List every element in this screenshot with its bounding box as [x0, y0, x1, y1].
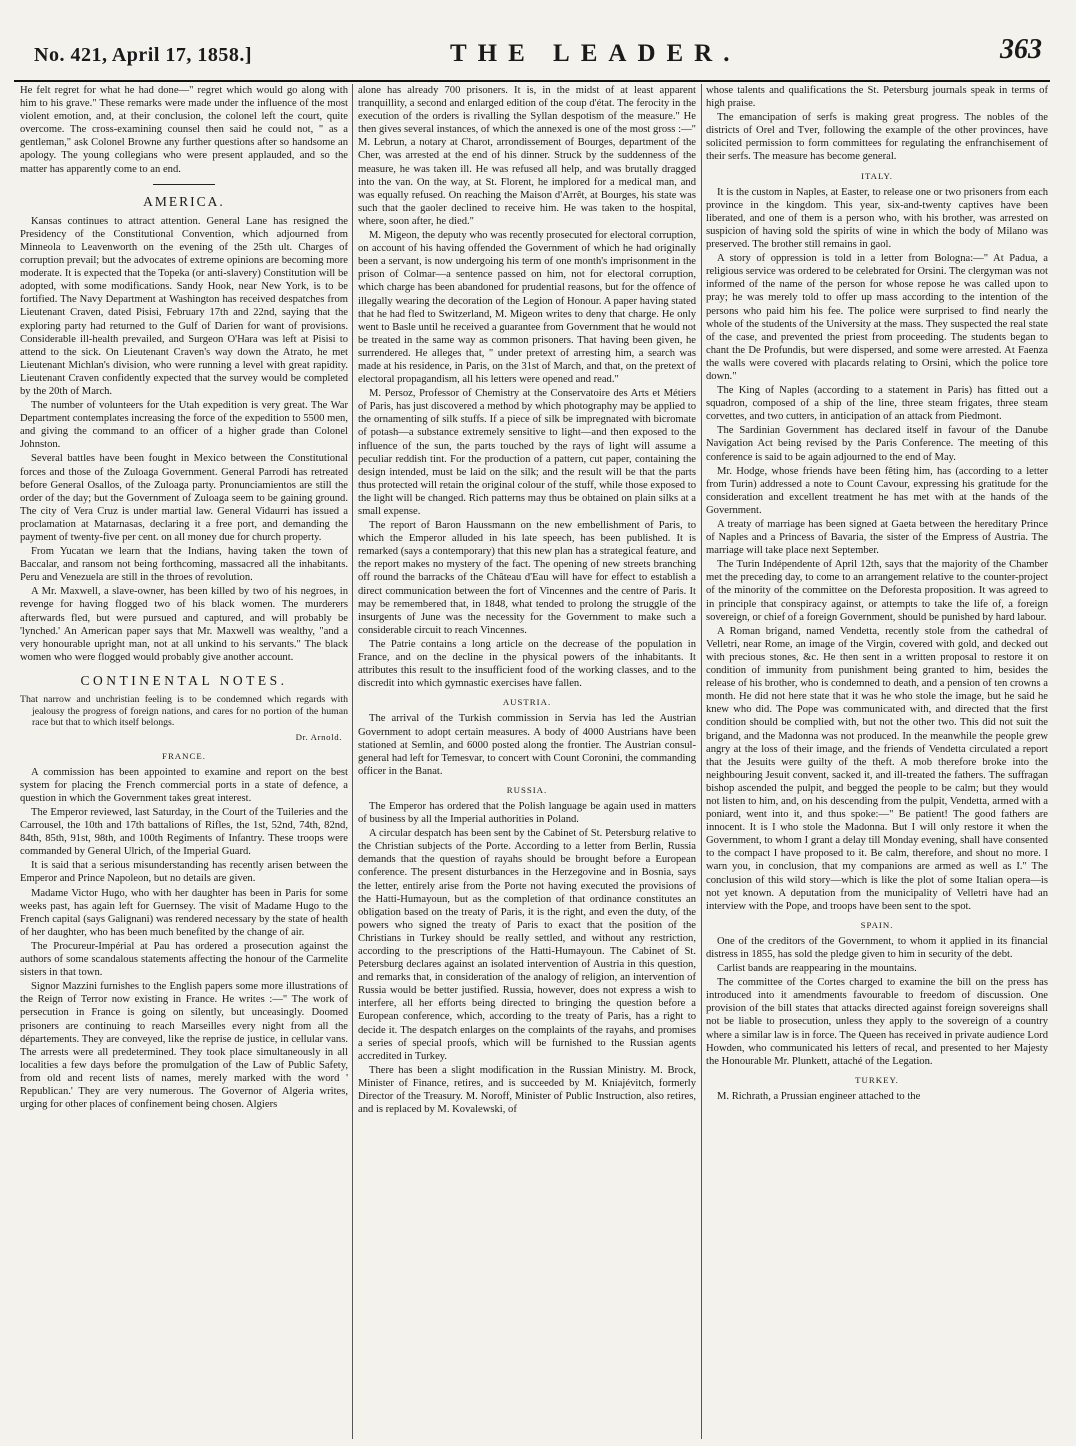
article-continuation: alone has already 700 prisoners. It is, in the midst of at least apparent tranquillity, a second and enlarged edition of the coup d'état. The ferocity in the execution of the orders is rivalling the Syllan despotism of the measure." He then gives several instances, of which the annexed is one of the most gross :—" M. Lebrun, a notary at Charot, arrondissement of Bourges, department of the Cher, was arrested at the end of his dinner. Struck by the suddenness of the measure, he was taken ill. He was refused all help, and was brutally dragged into the van. On the way, at St. Florent, he implored for a medical man, and was equally refused. On reaching the Maison d'Arrêt, at Bourges, his state was such that the gaoler declined to receive him. He was taken to the hospital, where, soon after, he died."	[358, 85, 696, 227]
article-continuation: whose talents and qualifications the St. Petersburg journals speak in terms of high praise.	[706, 85, 1048, 110]
article-paragraph: M. Richrath, a Prussian engineer attached to the	[717, 1090, 921, 1102]
article-paragraph: M. Persoz, Professor of Chemistry at the Conservatoire des Arts et Métiers of Paris, has just discovered a method by which photography may be applied to the ornamenting of silk stuffs. If a piece of silk be impregnated with bicromate of potash—a substance extremely sensitive to light—and then exposed to the influence of the sun, the parts touched by the rays of light will assume a peculiar reddish tint. For the production of a pattern, cut paper, containing the design intended, must be laid on the silk; and the result will be that the parts thus protected will retain the original colour of the stuff, while those exposed to the light will be changed. Rich patterns may thus be obtained on plain silks at a small expense.	[358, 388, 696, 517]
issue-date: No. 421, April 17, 1858.]	[34, 44, 253, 66]
article-paragraph: Carlist bands are reappearing in the mountains.	[717, 963, 917, 975]
article-paragraph: There has been a slight modification in the Russian Ministry. M. Brock, Minister of Finance, retires, and is succeeded by M. Kniajévitch, formerly Director of the Treasury. M. Noroff, Minister of Public Instruction, also retires, and is replaced by M. Kovalewski, of	[358, 1064, 696, 1116]
masthead	[14, 34, 1050, 82]
article-paragraph: The Emperor has ordered that the Polish language be again used in matters of business by all the Imperial authorities in Poland.	[358, 800, 696, 826]
subsection-title-italy: ITALY.	[861, 170, 893, 181]
article-paragraph: The Procureur-Impérial at Pau has ordered a prosecution against the authors of some scandalous statements affecting the honour of the Carmelite sisters in that town.	[20, 940, 348, 979]
column-3	[706, 84, 1048, 1439]
column-rule	[352, 84, 353, 1439]
section-divider	[153, 184, 215, 185]
column-rule	[701, 84, 702, 1439]
article-paragraph: The Emperor reviewed, last Saturday, in the Court of the Tuileries and the Carrousel, the 10th and 17th battalions of Rifles, the 1st, 52nd, 74th, 82nd, 84th, 85th, 91st, 98th, and 100th Regiments of Infantry. These troops were commanded by General Ulrich, of the Imperial Guard.	[20, 807, 348, 858]
newspaper-title: THE LEADER.	[450, 40, 741, 67]
article-paragraph: A circular despatch has been sent by the Cabinet of St. Petersburg relative to the Christian subjects of the Porte. According to a letter from Berlin, Russia demands that the question of rayahs should be brought before a European conference. The present disturbances in the Herzegovine and in Bosnia, says the letter, entirely arise from the Porte not having executed the provisions of the Hatti-Humayoun, but as the completion of that ordinance constitutes an obligation based on the treaty of Paris, it is the right, and even the duty, of the powers who signed the treaty of Paris to exact that the position of the Christians in Turkey should be really settled, and without any restriction, according to the prescriptions of the Hatti-Humayoun. The Cabinet of St. Petersburg declares against an isolated intervention of Austria in this question, and remarks that, in consideration of the analogy of religion, an intervention of Russia would be better justified. Russia, however, does not express a wish to interfere, all her efforts being directed to bringing the question before a European conference, which, according to the treaty of Paris, has a right to decide it. The despatch enlarges on the complaints of the rayahs, and promises a series of special proofs, which will be furnished to the Russian agents accredited in Turkey.	[358, 828, 696, 1062]
section-title-america: AMERICA.	[143, 193, 225, 209]
article-paragraph: The arrival of the Turkish commission in Servia has led the Austrian Government to adopt certain measures. A body of 4000 Austrians have been stationed at Semlin, and 6000 posted along the frontier. The Austrian consul-general had left for Temesvar, to concert with Count Coronini, the commanding officer in the Banat.	[358, 713, 696, 777]
article-paragraph: Kansas continues to attract attention. General Lane has resigned the Presidency of the Constitutional Convention, which adjourned from Minneola to Leavenworth on the evening of the 25th ult. Charges of corruption prevail; but the advocates of extreme opinions are becoming more moderate. It is expected that the Topeka (or anti-slavery) Constitution will be adopted, with some modifications. Sandy Hook, near New York, is to be fortified. The Navy Department at Washington has received despatches from Lieutenant Craven, dated Pisisi, February 17th and 22nd, saying that the exploring party had returned to the Gulf of Darien for want of provisions. Considerable ill-health prevailed, and Surgeon O'Hara was left at Pisisi to attend to the sick. On Lieutenant Craven's way down the Atrato, he met Lieutenant Michlan's division, who were running a level with great rapidity. Lieutenant Craven confidently expected that the survey would be completed by the 20th of March.	[20, 215, 348, 397]
article-continuation: He felt regret for what he had done—" regret which would go along with him to his grave." These remarks were made under the influence of the most violent emotion, and, at their conclusion, the colonel left the court, quite overcome. The cross-examining counsel then said he could not, " as a gentleman," ask Colonel Browne any further questions after so handsome an apology. The young collegians who were present applauded, and so the matter has apparently come to an end.	[20, 85, 348, 175]
article-paragraph: A Mr. Maxwell, a slave-owner, has been killed by two of his negroes, in revenge for having flogged two of his black women. The murderers afterwards fled, but were pursued and captured, and will probably be 'lynched.' An American paper says that Mr. Maxwell was wealthy, "and a very honourable upright man, not at all unkind to his servants." The black women who were flogged would probably give another account.	[20, 586, 348, 663]
column-2	[358, 84, 696, 1439]
article-paragraph: Mr. Hodge, whose friends have been fêting him, has (according to a letter from Turin) addressed a note to Count Cavour, expressing his gratitude for the consideration and excellent treatment he has met with at the hands of the Government.	[706, 465, 1048, 516]
subsection-title-austria: AUSTRIA.	[502, 697, 552, 708]
section-title-continental-notes: CONTINENTAL NOTES.	[80, 672, 288, 688]
article-paragraph: The number of volunteers for the Utah expedition is very great. The War Department contemplates increasing the force of the expedition to 5500 men, and giving the command to an officer of a higher grade than Colonel Johnston.	[20, 400, 348, 451]
article-paragraph: Madame Victor Hugo, who with her daughter has been in Paris for some weeks past, has again left for Guernsey. The visit of Madame Hugo to the French capital (says Galignani) was rendered necessary by the state of health of her daughter, who has been much benefited by the change of air.	[20, 887, 348, 938]
subsection-title-spain: SPAIN.	[860, 919, 894, 930]
subsection-title-russia: RUSSIA.	[506, 784, 548, 795]
epigraph-author: Dr. Arnold.	[295, 731, 342, 742]
article-paragraph: A story of oppression is told in a letter from Bologna:—" At Padua, a religious service was ordered to be celebrated for Orsini. The clergyman was not informed of the name of the person for whose repose he was called upon to pray; he was merely told to offer up mass according to the intention of the persons who paid him his fee. The police were surprised to find nearly the whole of the students of the University at the mass. They suspected the real state of the case, and prevented the priest from proceeding. The students began to chant the De Profundis, but were dispersed, and some were arrested. At Faenza the walls were covered with placards relating to Orsini, which the police tore down."	[706, 253, 1048, 382]
page-number: 363	[1000, 34, 1042, 65]
column-1	[20, 84, 348, 1439]
article-paragraph: The Turin Indépendente of April 12th, says that the majority of the Chamber met the preceding day, to come to an arrangement relative to the counter-project of the minority of the committee on the Deforesta proposition. It was agreed to in principle that conspiracy against, or attempts to take the life of, a foreign sovereign, or chief of a foreign Government, should be punished by hard labour.	[706, 559, 1048, 623]
article-paragraph: M. Migeon, the deputy who was recently prosecuted for electoral corruption, on account of his having offended the Government of which he had originally been a servant, is now undergoing his term of one month's imprisonment in the prison of Colmar—a sentence passed on him, not for electoral corruption, which charge has been abandoned for prudential reasons, but for the offence of illegally wearing the decoration of the Legion of Honour. A paper having stated that he had fled to Switzerland, M. Migeon writes to deny that charge. He only went to Basle until he received a guarantee from Government that he would not be treated in the same way as common prisoners. That having been given, he surrendered. He alleges that, " under pretext of arresting him, a search was made at his residence, in Paris, on the 31st of March, and that, on the pretext of electoral propagandism, all his letters were opened and read."	[358, 230, 696, 386]
article-paragraph: The King of Naples (according to a statement in Paris) has fitted out a squadron, composed of a ship of the line, three steam frigates, three steam corvettes, and two cutters, in anticipation of an attack from Piedmont.	[706, 385, 1048, 423]
article-paragraph: The Patrie contains a long article on the decrease of the population in France, and on the decline in the physical powers of the inhabitants. It attributes this result to the insufficient food of the working classes, and to the discredit into which gymnastic exercises have fallen.	[358, 638, 696, 690]
article-paragraph: The Sardinian Government has declared itself in favour of the Danube Navigation Act being revised by the Paris Conference. The meeting of this conference is said to be again adjourned to the end of May.	[706, 425, 1048, 463]
article-paragraph: From Yucatan we learn that the Indians, having taken the town of Baccalar, and ransom not being forthcoming, massacred all the inhabitants. Peru and Venezuela are still in the throes of revolution.	[20, 546, 348, 584]
subsection-title-france: FRANCE.	[162, 750, 206, 761]
article-paragraph: The report of Baron Haussmann on the new embellishment of Paris, to which the Emperor alluded in his late speech, has been published. It is remarked (says a contemporary) that this new plan has a strategical feature, and the report makes no mystery of the fact. The opening of new streets branching off round the barracks of the Château d'Eau will have for effect to establish a direct communication between the fort of Vincennes and the centre of Paris. It may be remembered that, in 1848, what tended to prolong the struggle of the insurgents of June was the necessity for the Government to make such a considerable circuit to reach Vincennes.	[358, 520, 696, 636]
subsection-title-turkey: TURKEY.	[855, 1074, 899, 1085]
article-paragraph: A commission has been appointed to examine and report on the best system for placing the French commercial ports in a state of defence, a question in which the Government takes great interest.	[20, 766, 348, 804]
article-paragraph: One of the creditors of the Government, to whom it applied in its financial distress in 1855, has sold the pledge given to him in security of the debt.	[706, 935, 1048, 960]
article-paragraph: A Roman brigand, named Vendetta, recently stole from the cathedral of Velletri, near Rome, an image of the Virgin, covered with gold, and decked out with precious stones, &c. He then sent in a written proposal to restore it on condition of immunity from punishment being granted to him, besides the release of his brother, who is condemned to death, and a pension of ten crowns a month. He did not here state that it was he who stole the image, but he said he knew who did. The Pope was communicated with, and directed that the first condition should be complied with, but not the other two. This did not suit the brigand, and the Madonna was not produced. In the meanwhile the people grew angry at the loss of their image, and the friends of Vendetta circulated a report that the Jesuits were guilty of the theft. A mob therefore broke into the neighbouring Jesuit convent, sacked it, and ill-treated the fathers. The suffragan bishop ascended the pulpit, and begged the people to be calm; but they would not listen to him, and, on his descending from the pulpit, Vendetta, armed with a poniard, went into it, and thus spoke:—" Be patient! The good fathers are innocent. It is I who stole the Madonna. But I will only restore it when the Government, to whom I grant a delay till Monday evening, shall have consented to the compact I have proposed to it. Be calm, therefore, and shout no more. I warn you, in conclusion, that my companions are armed as well as I." The conclusion of this wild story—which is like the plot of some Italian opera—is not yet known. A deputation from the municipality of Velletri have had an interview with the Pope, and troops have been sent to the spot.	[706, 625, 1048, 912]
article-paragraph: The emancipation of serfs is making great progress. The nobles of the districts of Orel and Tver, following the example of the other provinces, have solicited permission to form committees for regulating the enfranchisement of their serfs. The measure has become general.	[706, 112, 1048, 163]
article-paragraph: Several battles have been fought in Mexico between the Constitutional forces and those of the Zuloaga Government. General Parrodi has retreated before General Osallos, of the Zuloaga party. Pronunciamientos are still the order of the day; but the Government of Zuloaga seem to be gaining ground. The city of Vera Cruz is under martial law. General Vidaurri has issued a proclamation at Matarnasas, declaring it a free port, and demanding the payment of twenty-five per cent. on all money due for church property.	[20, 453, 348, 543]
article-paragraph: Signor Mazzini furnishes to the English papers some more illustrations of the Reign of Terror now existing in France. He writes :—" The work of persecution in France is going on silently, but unceasingly. Doomed prisoners are continuing to reach Marseilles every night from all the départements. They are conveyed, like the reprise de justice, in cellular vans. The arrests were all predetermined. They took place simultaneously in all localities a few days before the promulgation of the Law of Public Safety, from old and recent lists of names, merely marked with the word ' Republican.' They are very numerous. The Governor of Algeria writes, urging for other places of confinement being chosen. Algiers	[20, 981, 348, 1111]
article-paragraph: The committee of the Cortes charged to examine the bill on the press has introduced into it amendments favourable to freedom of discussion. One provision of the bill states that attacks directed against foreign sovereigns shall not be liable to prosecution, unless they apply to the sovereign of a country where a similar law is in force. The Queen has received in private audience Lord Howden, who communicated his letters of recal, and presented to her Majesty the Honourable Mr. Plunkett, attaché of the Legation.	[706, 977, 1048, 1067]
article-paragraph: It is the custom in Naples, at Easter, to release one or two prisoners from each province in the kingdom. This year, six-and-twenty captives have been liberated, and one of them is a person who, with his brother, was arrested on suspicion of having sold the spirits of wine in which the body of Milano was preserved. The brother still remains in gaol.	[706, 186, 1048, 251]
article-paragraph: A treaty of marriage has been signed at Gaeta between the hereditary Prince of Naples and a Princess of Bavaria, the sister of the Empress of Austria. The marriage will take place next September.	[706, 519, 1048, 557]
epigraph: That narrow and unchristian feeling is to be condemned which regards with jealousy the progress of foreign nations, and cares for no portion of the human race but that to which itself belongs.	[20, 694, 348, 729]
article-paragraph: It is said that a serious misunderstanding has recently arisen between the Emperor and Prince Napoleon, but no details are given.	[20, 860, 348, 885]
